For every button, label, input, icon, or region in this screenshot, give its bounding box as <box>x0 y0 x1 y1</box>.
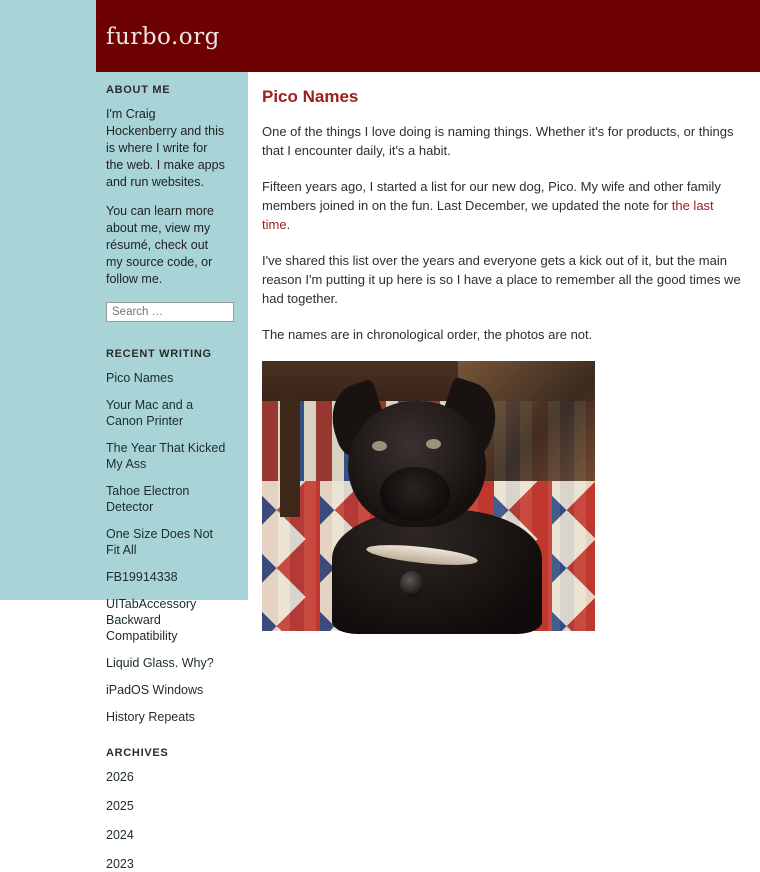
list-item[interactable] <box>106 440 226 472</box>
list-item[interactable] <box>106 769 226 785</box>
search-input[interactable] <box>106 302 234 322</box>
last-time-link[interactable]: the last time <box>262 198 714 232</box>
post-paragraph-4: The names are in chronological order, the photos are not. <box>262 327 593 342</box>
recent-link-1[interactable]: Your Mac and a Canon Printer <box>106 398 194 428</box>
sidebar <box>0 72 248 871</box>
list-item[interactable] <box>106 709 226 725</box>
dog-eye-left <box>372 441 387 451</box>
list-item[interactable] <box>106 682 226 698</box>
list-item[interactable] <box>106 596 226 644</box>
table-leg-left <box>280 397 300 517</box>
list-item[interactable] <box>106 827 226 843</box>
post-photo <box>262 361 595 631</box>
recent-writing-heading: RECENT WRITING <box>106 348 212 360</box>
recent-link-0[interactable]: Pico Names <box>106 371 174 385</box>
archives-heading: ARCHIVES <box>106 747 169 759</box>
about-me-heading: ABOUT ME <box>106 84 171 96</box>
list-item[interactable] <box>106 526 226 558</box>
list-item[interactable] <box>106 370 226 386</box>
list-item[interactable] <box>106 856 226 872</box>
recent-link-8[interactable]: iPadOS Windows <box>106 683 204 697</box>
recent-link-7[interactable]: Liquid Glass. Why? <box>106 656 214 670</box>
about-me-paragraph-2: You can learn more about me, view my résumé, check out my source code, or follow me. <box>106 204 214 286</box>
list-item[interactable] <box>106 397 226 429</box>
archive-link-0[interactable]: 2026 <box>106 770 134 784</box>
list-item[interactable] <box>106 798 226 814</box>
dog-eye-right <box>426 439 441 449</box>
list-item[interactable] <box>106 569 226 585</box>
recent-link-6[interactable]: UITabAccessory Backward Compatibility <box>106 597 197 643</box>
archive-link-1[interactable]: 2025 <box>106 799 134 813</box>
post-paragraph-2 <box>262 177 744 234</box>
about-me-paragraph-1: I'm Craig Hockenberry and this is where I write for the web. I make apps and run websites. <box>106 107 225 189</box>
post-paragraph-2-text-a: Fifteen years ago, I started a list for our new dog, Pico. My wife and other family members joined in on the fun. Last December, we updated the note for <box>262 179 721 213</box>
list-item[interactable] <box>106 483 226 515</box>
dog-collar-tag <box>400 571 424 597</box>
recent-link-5[interactable]: FB19914338 <box>106 570 178 584</box>
dog-muzzle <box>380 467 450 521</box>
list-item[interactable] <box>106 655 226 671</box>
main-content <box>248 72 760 600</box>
dog-figure <box>314 379 544 631</box>
recent-link-3[interactable]: Tahoe Electron Detector <box>106 484 190 514</box>
post-paragraph-2-text-b: . <box>286 217 291 232</box>
recent-link-2[interactable]: The Year That Kicked My Ass <box>106 441 226 471</box>
site-header <box>0 0 760 72</box>
site-title[interactable]: furbo.org <box>106 24 220 50</box>
post-paragraph-1: One of the things I love doing is naming things. Whether it's for products, or things that I encounter daily, it's a habit. <box>262 124 734 158</box>
recent-link-4[interactable]: One Size Does Not Fit All <box>106 527 213 557</box>
header-left-filler <box>0 0 96 72</box>
page-title: Pico Names <box>262 87 359 106</box>
recent-writing-list <box>106 370 226 725</box>
post-paragraph-3: I've shared this list over the years and everyone gets a kick out of it, but the main reason I'm putting it up here is so I have a place to remember all the good times we had together. <box>262 253 741 306</box>
recent-link-9[interactable]: History Repeats <box>106 710 195 724</box>
archive-link-2[interactable]: 2024 <box>106 828 134 842</box>
dog-body <box>332 509 542 634</box>
archives-list <box>106 769 226 872</box>
archive-link-3[interactable]: 2023 <box>106 857 134 871</box>
